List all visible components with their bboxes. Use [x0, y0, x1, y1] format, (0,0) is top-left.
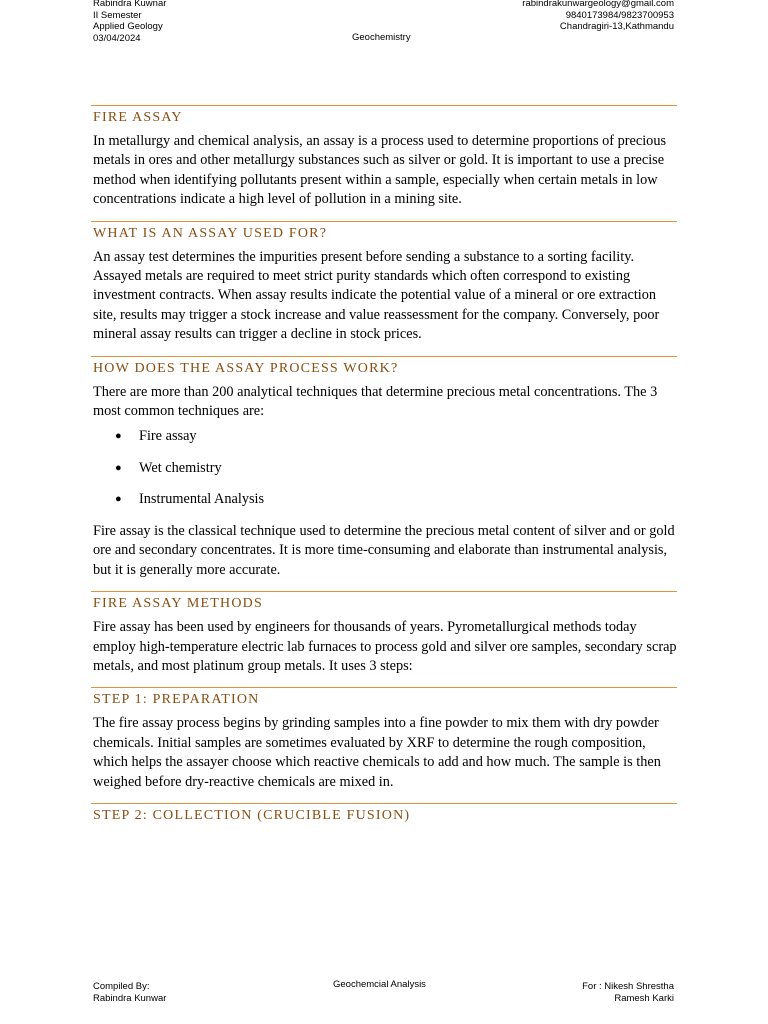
paragraph: An assay test determines the impurities present before sending a substance to a sorting facility. Assayed metals are required to meet strict purity standards which often correspond to existing investment contracts. When assay results indicate the potential value of a mineral or ore extraction site, results may trigger a stock increase and value reassessment for the company. Conversely, poor mineral assay results can trigger a decline in stock prices.: [93, 248, 660, 343]
section-heading-step-2: STEP 2: COLLECTION (CRUCIBLE FUSION): [93, 808, 411, 824]
paragraph: Fire assay is the classical technique used to determine the precious metal content of silver and or gold ore and secondary concentrates. It is more time-consuming and elaborate than instrumental analysis, but it is generally more accurate.: [93, 522, 675, 578]
section-heading-assay-process: HOW DOES THE ASSAY PROCESS WORK?: [93, 360, 399, 376]
paragraph: In metallurgy and chemical analysis, an assay is a process used to determine proportions of precious metals in ores and other metallurgy substances such as silver or gold. It is important to use a precise method when identifying pollutants present within a sample, especially when certain metals in low concentrations indicate a high level of pollution in a mining site.: [93, 133, 667, 208]
header-topic: Geochemistry: [352, 32, 411, 43]
semester: II Semester: [93, 9, 142, 21]
list-item: [93, 459, 677, 478]
compiled-label: Compiled By:: [93, 981, 150, 992]
address: Chandragiri-13,Kathmandu: [559, 21, 674, 32]
for-name: Ramesh Karki: [614, 992, 674, 1004]
section-heading-step-1: STEP 1: PREPARATION: [93, 692, 260, 708]
section-divider: [91, 105, 677, 106]
footer-left: [93, 981, 166, 1004]
technique-list: [93, 427, 677, 509]
paragraph: There are more than 200 analytical techniques that determine precious metal concentrations. The 3 most common techniques are:: [93, 383, 658, 420]
subject: Applied Geology: [93, 21, 163, 32]
header-left: [93, 0, 166, 44]
section-divider: [91, 591, 677, 592]
section-heading-fire-assay: FIRE ASSAY: [93, 110, 183, 125]
document-body: [93, 105, 677, 830]
list-item-label: Wet chemistry: [139, 459, 222, 476]
bullet-icon: ●: [115, 430, 122, 443]
section-divider: [91, 687, 677, 688]
bullet-icon: ●: [115, 461, 122, 474]
paragraph: Fire assay has been used by engineers for thousands of years. Pyrometallurgical methods today employ high-temperature electric lab furnaces to process gold and silver ore samples, secondary scrap metals, and most platinum group metals. It uses 3 steps:: [93, 619, 677, 674]
phone: 9840173984/9823700953: [565, 9, 674, 21]
list-item: [93, 427, 677, 446]
author-name: Rabindra Kuwnar: [93, 0, 167, 9]
section-divider: [91, 221, 677, 222]
footer-title: Geochemcial Analysis: [333, 979, 426, 990]
footer-right: [582, 981, 674, 1004]
list-item-label: Instrumental Analysis: [139, 491, 265, 508]
header-right: [522, 0, 674, 33]
section-divider: [91, 803, 677, 804]
section-heading-assay-use: WHAT IS AN ASSAY USED FOR?: [93, 225, 328, 241]
bullet-icon: ●: [115, 493, 122, 506]
section-heading-fire-assay-methods: FIRE ASSAY METHODS: [93, 596, 263, 612]
list-item: [93, 490, 677, 509]
email: rabindrakunwargeology@gmail.com: [522, 0, 674, 9]
compiled-name: Rabindra Kunwar: [93, 992, 167, 1004]
date: 03/04/2024: [93, 32, 141, 44]
paragraph: The fire assay process begins by grinding samples into a fine powder to mix them with dry powder chemicals. Initial samples are sometimes evaluated by XRF to determine the rough composition, which helps the assayer choose which reactive chemicals to add and how much. The sample is then weighed before dry-reactive chemicals are mixed in.: [93, 715, 661, 790]
list-item-label: Fire assay: [139, 428, 197, 445]
for-label: For : Nikesh Shrestha: [582, 981, 674, 992]
section-divider: [91, 356, 677, 357]
